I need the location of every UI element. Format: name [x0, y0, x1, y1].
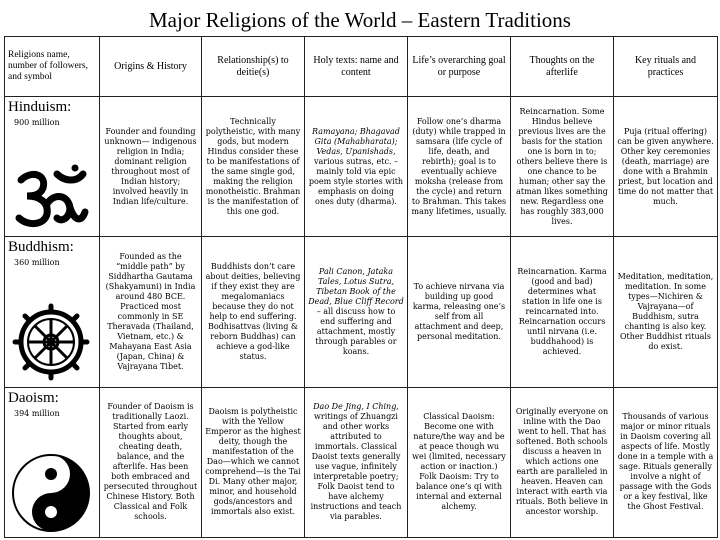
texts-cell — [305, 97, 408, 237]
goal-cell: Classical Daoism: Become one with nature/the way and be at peace though wu wei (limited, necessary action or inaction.) Folk Daoism: Try to balance one’s qi with internal and external alchemy. — [408, 387, 511, 537]
yin-yang-icon — [11, 453, 91, 533]
texts-plain: – all discuss how to end suffering and attachment, mostly through parables or koans. — [315, 307, 397, 357]
deities-cell: Technically polytheistic, with many gods, but modern Hindus consider these to be manifestations of the same single god, making the religion monotheistic. Brahman is the manifestation of this one god. — [202, 97, 305, 237]
table-row — [5, 237, 718, 387]
om-symbol-icon — [13, 164, 91, 230]
goal-cell: Follow one’s dharma (duty) while trapped in samsara (life cycle of life, death, and rebirth); goal is to eventually achieve moksha (release from the cycle) and return to Brahman. This takes many lifetimes, usually. — [408, 97, 511, 237]
afterlife-cell: Reincarnation. Some Hindus believe previous lives are the basis for the station one is born in to; others believe there is one chance to be human; other say the atman likes something new. Regardless one has roughly 383,000 lives. — [511, 97, 614, 237]
header-cell: Life’s overarching goal or purpose — [408, 37, 511, 97]
rituals-cell: Thousands of various major or minor rituals in Daoism covering all aspects of life. Mostly done in a temple with a sage. Rituals generally involve a night of passage with the Gods or a key festival, like the Ghost Festival. — [614, 387, 718, 537]
texts-cell — [305, 387, 408, 537]
texts-plain: various sutras, etc. – mainly told via epic poem style stories with emphasis on doing ones duty (dharma). — [308, 156, 404, 206]
page-title: Major Religions of the World – Eastern Traditions — [149, 8, 571, 32]
texts-plain: writings of Zhuangzi and other works attributed to immortals. Classical Daoist texts generally use vague, infinitely interpretable poetry; Folk Daoist tend to have alchemy instructions and teach via parables. — [310, 412, 402, 522]
afterlife-cell: Reincarnation. Karma (good and bad) determines what station in life one is reincarnated into. Reincarnation occurs until nirvana (i.e. buddhahood) is achieved. — [511, 237, 614, 387]
texts-italic: Dao De Jing, I Ching, — [313, 402, 399, 412]
religion-name-cell — [5, 97, 100, 237]
texts-italic: Ramayana; Bhagavad Gita (Mahabharata); Vedas, Upanishads, — [312, 126, 400, 156]
follower-count: 900 million — [14, 118, 60, 128]
religion-name-cell — [5, 387, 100, 537]
afterlife-cell: Originally everyone on inline with the Dao went to hell. That has softened. Both schools discuss a heaven in which actions one earth are paralleled in heaven. Heaven can interact with earth via rituals. Both believe in ancestor worship. — [511, 387, 614, 537]
header-cell: Key rituals and practices — [614, 37, 718, 97]
religion-name-cell — [5, 237, 100, 387]
deities-cell: Daoism is polytheistic with the Yellow Emperor as the highest deity, though the manifestation of the Dao—which we cannot comprehend—is the Tai Di. Many other major, minor, and household gods/ancestors and immortals also exist. — [202, 387, 305, 537]
follower-count: 394 million — [14, 408, 60, 418]
origins-cell: Founder of Daoism is traditionally Laozi. Started from early thoughts about, cheating death, balance, and the afterlife. Has been both embraced and persecuted throughout Chinese History. Both Classical and Folk schools. — [100, 387, 202, 537]
dharma-wheel-icon — [12, 303, 90, 381]
goal-cell: To achieve nirvana via building up good karma, releasing one’s self from all attachment and deep, personal meditation. — [408, 237, 511, 387]
religion-name: Buddhism: — [8, 239, 74, 256]
origins-cell: Founded as the “middle path” by Siddhartha Gautama (Shakyamuni) in India around 480 BCE. Practiced most commonly in SE Theravada (Thailand, Vietnam, etc.) & Mahayana East Asia (Japan, China) & Vajrayana Tibet. — [100, 237, 202, 387]
table-row — [5, 97, 718, 237]
origins-cell: Founder and founding unknown— indigenous religion in India; dominant religion throughout most of Indian history; involved heavily in Indian life/culture. — [100, 97, 202, 237]
religion-name: Daoism: — [8, 389, 59, 406]
religion-name: Hinduism: — [8, 99, 72, 116]
header-cell: Religions name, number of followers, and symbol — [5, 37, 100, 97]
header-cell: Relationship(s) to deitie(s) — [202, 37, 305, 97]
texts-italic: Pali Canon, Jataka Tales, Lotus Sutra, Tibetan Book of the Dead, Blue Cliff Record — [308, 267, 404, 307]
table-row — [5, 387, 718, 537]
texts-cell — [305, 237, 408, 387]
deities-cell: Buddhists don’t care about deities, believing if they exist they are megalomaniacs because they do not help to end suffering. Bodhisattvas (living & reborn Buddhas) can achieve a god-like status. — [202, 237, 305, 387]
header-cell: Origins & History — [100, 37, 202, 97]
header-cell: Thoughts on the afterlife — [511, 37, 614, 97]
follower-count: 360 million — [14, 258, 60, 268]
header-row — [5, 37, 718, 97]
religions-table — [4, 36, 718, 538]
rituals-cell: Puja (ritual offering) can be given anywhere. Other key ceremonies (death, marriage) are done with a Brahmin priest, but location and time do not matter that much. — [614, 97, 718, 237]
header-cell: Holy texts: name and content — [305, 37, 408, 97]
rituals-cell: Meditation, meditation, meditation. In some types—Nichiren & Vajrayana—of Buddhism, sutra chanting is also key. Other Buddhist rituals do exist. — [614, 237, 718, 387]
